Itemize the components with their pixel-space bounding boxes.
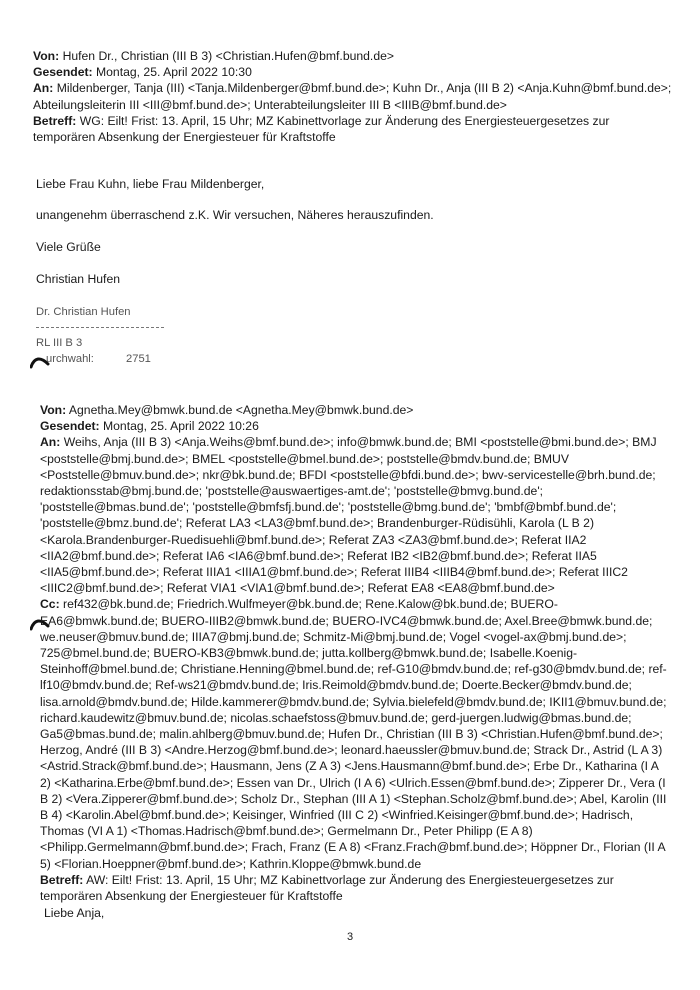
email2-subject-label: Betreff: xyxy=(40,872,84,887)
email2-header xyxy=(40,402,670,904)
email2-from: Agnetha.Mey@bmwk.bund.de <Agnetha.Mey@bmwk.bund.de> xyxy=(68,403,414,417)
email1-to-label: An: xyxy=(33,81,54,96)
signature-unit: RL III B 3 xyxy=(36,337,83,349)
email1-signoff: Christian Hufen xyxy=(36,272,120,286)
email1-from: Hufen Dr., Christian (III B 3) <Christian.Hufen@bmf.bund.de> xyxy=(62,49,394,63)
email2-cc: ref432@bk.bund.de; Friedrich.Wulfmeyer@bk.bund.de; Rene.Kalow@bk.bund.de; BUERO-EA6@bmwk.bund.de; BUERO-IIIB2@bmwk.bund.de; BUERO-IVC4@bmwk.bund.de; Axel.Bree@bmwk.bund.de; we.neuser@bmuv.bund.de; IIIA7@bmj.bund.de; Schmitz-Mi@bmj.bund.de; Vogel <vogel-ax@bmj.bund.de>; 725@bmel.bund.de; BUERO-KB3@bmwk.bund.de; jutta.kollberg@bmwk.bund.de; Isabelle.Koenig-Steinhoff@bmel.bund.de; Christiane.Henning@bmel.bund.de; ref-G10@bmdv.bund.de; ref-g30@bmdv.bund.de; ref-lf10@bmdv.bund.de; Ref-ws21@bmdv.bund.de; Iris.Reimold@bmdv.bund.de; Doerte.Becker@bmdv.bund.de; lisa.arnold@bmdv.bund.de; Hilde.kammerer@bmdv.bund.de; Sylvia.bielefeld@bmdv.bund.de; IKII1@bmuv.bund.de; richard.kaudewitz@bmuv.bund.de; nicolas.schaefstoss@bmuv.bund.de; gerd-juergen.ludwig@bmas.bund.de; Ga5@bmas.bund.de; malin.ahlberg@bmuv.bund.de; Hufen Dr., Christian (III B 3) <Christian.Hufen@bmf.bund.de>; Herzog, André (III B 3) <Andre.Herzog@bmf.bund.de>; leonard.haeussler@bmuv.bund.de; Strack Dr., Astrid (L A 3) <Astrid.Strack@bmf.bund.de>; Hausmann, Jens (Z A 3) <Jens.Hausmann@bmf.bund.de>; Erbe Dr., Katharina (I A 2) <Katharina.Erbe@bmf.bund.de>; Essen van Dr., Ulrich (I A 6) <Ulrich.Essen@bmf.bund.de>; Zipperer Dr., Vera (I B 2) <Vera.Zipperer@bmf.bund.de>; Scholz Dr., Stephan (III A 1) <Stephan.Scholz@bmf.bund.de>; Abel, Karolin (III B 4) <Karolin.Abel@bmf.bund.de>; Keisinger, Winfried (III C 2) <Winfried.Keisinger@bmf.bund.de>; Hadrisch, Thomas (VI A 1) <Thomas.Hadrisch@bmf.bund.de>; Germelmann Dr., Peter Philipp (E A 8) <Philipp.Germelmann@bmf.bund.de>; Frach, Franz (E A 8) <Franz.Frach@bmf.bund.de>; Höppner Dr., Florian (II A 5) <Florian.Hoeppner@bmf.bund.de>; Kathrin.Kloppe@bmwk.bund.de xyxy=(40,597,667,871)
email1-closing: Viele Grüße xyxy=(36,240,101,254)
email1-subject-line xyxy=(33,113,673,145)
email1-sent-line xyxy=(33,64,673,80)
email2-to-line xyxy=(40,434,670,596)
email2-cc-label: Cc: xyxy=(40,597,60,612)
email1-subject: WG: Eilt! Frist: 13. April, 15 Uhr; MZ Kabinettvorlage zur Änderung des Energiesteuergesetzes zur temporären Absenkung der Energiesteuer für Kraftstoffe xyxy=(33,113,610,145)
email2-sent-label: Gesendet: xyxy=(40,419,100,434)
email1-to: Mildenberger, Tanja (III) <Tanja.Mildenberger@bmf.bund.de>; Kuhn Dr., Anja (III B 2) <Anja.Kuhn@bmf.bund.de>; Abteilungsleiterin III <III@bmf.bund.de>; Unterabteilungsleiter III B <IIIB@bmf.bund.de> xyxy=(33,81,672,112)
scan-mark-1 xyxy=(30,355,50,369)
email2-subject-line xyxy=(40,872,670,904)
signature-divider xyxy=(36,327,164,328)
signature-phone-label: urchwahl: xyxy=(46,353,94,365)
email2-greeting: Liebe Anja, xyxy=(44,906,105,920)
email1-body: unangenehm überraschend z.K. Wir versuchen, Näheres herauszufinden. xyxy=(36,208,434,222)
email1-to-line xyxy=(33,80,673,112)
email2-sent: Montag, 25. April 2022 10:26 xyxy=(103,419,259,434)
email2-to: Weihs, Anja (III B 3) <Anja.Weihs@bmf.bund.de>; info@bmwk.bund.de; BMI <poststelle@bmi.bund.de>; BMJ <poststelle@bmj.bund.de>; BMEL <poststelle@bmel.bund.de>; poststelle@bmdv.bund.de; BMUV <Poststelle@bmuv.bund.de>; nkr@bk.bund.de; BFDI <poststelle@bfdi.bund.de>; bwv-servicestelle@brh.bund.de; redaktionsstab@bmj.bund.de; 'poststelle@auswaertiges-amt.de'; 'poststelle@bmvg.bund.de'; 'poststelle@bmas.bund.de'; 'poststelle@bmfsfj.bund.de'; 'poststelle@bmg.bund.de'; 'bmbf@bmbf.bund.de'; 'poststelle@bmz.bund.de'; Referat LA3 <LA3@bmf.bund.de>; Brandenburger-Rüdisühli, Karola (L B 2) <Karola.Brandenburger-Ruedisuehli@bmf.bund.de>; Referat ZA3 <ZA3@bmf.bund.de>; Referat IIA2 <IIA2@bmf.bund.de>; Referat IA6 <IA6@bmf.bund.de>; Referat IB2 <IB2@bmf.bund.de>; Referat IIA5 <IIA5@bmf.bund.de>; Referat IIIA1 <IIIA1@bmf.bund.de>; Referat IIIB4 <IIIB4@bmf.bund.de>; Referat IIIC2 <IIIC2@bmf.bund.de>; Referat VIA1 <VIA1@bmf.bund.de>; Referat EA8 <EA8@bmf.bund.de> xyxy=(40,435,657,596)
email2-cc-line xyxy=(40,596,670,871)
email2-subject: AW: Eilt! Frist: 13. April, 15 Uhr; MZ Kabinettvorlage zur Änderung des Energiesteuergesetzes zur temporären Absenkung der Energiesteuer für Kraftstoffe xyxy=(40,872,614,904)
email2-from-label: Von: xyxy=(40,403,67,417)
email1-sent-label: Gesendet: xyxy=(33,65,93,80)
signature-name: Dr. Christian Hufen xyxy=(36,306,131,318)
signature-phone: 2751 xyxy=(126,353,151,365)
email1-header xyxy=(33,48,673,145)
email1-from-line xyxy=(33,48,673,64)
email2-sent-line xyxy=(40,418,670,434)
email1-subject-label: Betreff: xyxy=(33,113,77,128)
email1-greeting: Liebe Frau Kuhn, liebe Frau Mildenberger, xyxy=(36,177,265,191)
page-number: 3 xyxy=(346,931,354,943)
email1-sent: Montag, 25. April 2022 10:30 xyxy=(96,65,252,80)
email2-to-label: An: xyxy=(40,435,61,450)
email1-from-label: Von: xyxy=(33,49,60,63)
email2-from-line xyxy=(40,402,670,418)
